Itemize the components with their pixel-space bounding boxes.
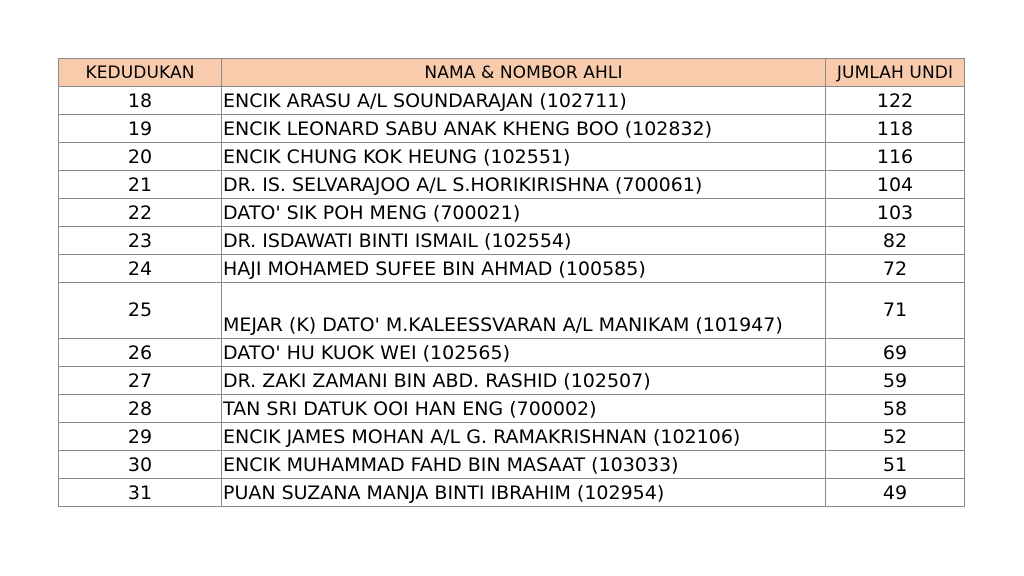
row-position: 28 — [59, 395, 222, 423]
table-row — [59, 451, 965, 479]
table-row — [59, 199, 965, 227]
row-name: ENCIK JAMES MOHAN A/L G. RAMAKRISHNAN (102106) — [222, 423, 826, 451]
row-name: DR. IS. SELVARAJOO A/L S.HORIKIRISHNA (700061) — [222, 171, 826, 199]
row-position: 23 — [59, 227, 222, 255]
row-votes: 59 — [826, 367, 965, 395]
row-position: 26 — [59, 339, 222, 367]
table-row — [59, 143, 965, 171]
row-name: ENCIK CHUNG KOK HEUNG (102551) — [222, 143, 826, 171]
header-name: NAMA & NOMBOR AHLI — [222, 59, 826, 87]
row-votes: 49 — [826, 479, 965, 507]
row-name: DATO' SIK POH MENG (700021) — [222, 199, 826, 227]
row-name: TAN SRI DATUK OOI HAN ENG (700002) — [222, 395, 826, 423]
row-name: DR. ZAKI ZAMANI BIN ABD. RASHID (102507) — [222, 367, 826, 395]
row-votes: 58 — [826, 395, 965, 423]
row-name: ENCIK MUHAMMAD FAHD BIN MASAAT (103033) — [222, 451, 826, 479]
row-position: 31 — [59, 479, 222, 507]
table-row — [59, 283, 965, 339]
row-position: 22 — [59, 199, 222, 227]
table-row — [59, 479, 965, 507]
row-votes: 103 — [826, 199, 965, 227]
row-name: MEJAR (K) DATO' M.KALEESSVARAN A/L MANIKAM (101947) — [222, 283, 826, 339]
row-votes: 104 — [826, 171, 965, 199]
row-position: 20 — [59, 143, 222, 171]
row-name: ENCIK LEONARD SABU ANAK KHENG BOO (102832) — [222, 115, 826, 143]
row-votes: 52 — [826, 423, 965, 451]
table-row — [59, 367, 965, 395]
table-body — [59, 87, 965, 507]
table-row — [59, 87, 965, 115]
row-position: 24 — [59, 255, 222, 283]
row-name: PUAN SUZANA MANJA BINTI IBRAHIM (102954) — [222, 479, 826, 507]
row-votes: 72 — [826, 255, 965, 283]
row-votes: 118 — [826, 115, 965, 143]
row-votes: 69 — [826, 339, 965, 367]
row-position: 18 — [59, 87, 222, 115]
header-votes: JUMLAH UNDI — [826, 59, 965, 87]
table-row — [59, 255, 965, 283]
table-row — [59, 395, 965, 423]
row-name: ENCIK ARASU A/L SOUNDARAJAN (102711) — [222, 87, 826, 115]
table-row — [59, 423, 965, 451]
row-position: 21 — [59, 171, 222, 199]
results-table — [58, 58, 965, 507]
row-votes: 122 — [826, 87, 965, 115]
row-votes: 51 — [826, 451, 965, 479]
row-votes: 116 — [826, 143, 965, 171]
table-row — [59, 227, 965, 255]
row-position: 30 — [59, 451, 222, 479]
row-position: 27 — [59, 367, 222, 395]
table-row — [59, 115, 965, 143]
row-position: 19 — [59, 115, 222, 143]
header-row — [59, 59, 965, 87]
row-votes: 71 — [826, 283, 965, 339]
table-header — [59, 59, 965, 87]
header-position: KEDUDUKAN — [59, 59, 222, 87]
row-name: DR. ISDAWATI BINTI ISMAIL (102554) — [222, 227, 826, 255]
row-name: HAJI MOHAMED SUFEE BIN AHMAD (100585) — [222, 255, 826, 283]
row-votes: 82 — [826, 227, 965, 255]
row-position: 25 — [59, 283, 222, 339]
table-row — [59, 171, 965, 199]
row-position: 29 — [59, 423, 222, 451]
row-name: DATO' HU KUOK WEI (102565) — [222, 339, 826, 367]
table-row — [59, 339, 965, 367]
